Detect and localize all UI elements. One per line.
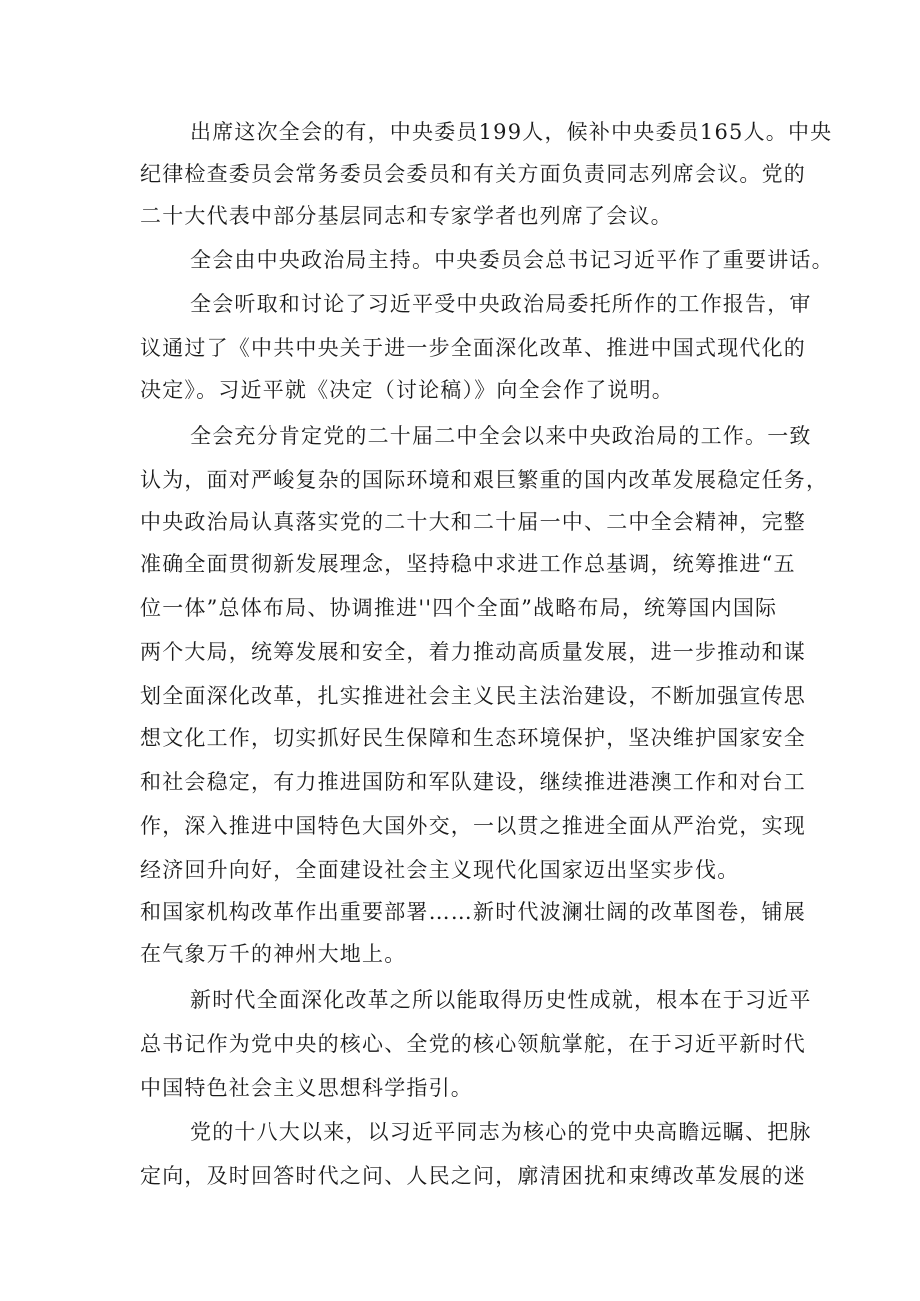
text-line: 划全面深化改革，扎实推进社会主义民主法治建设，不断加强宣传思	[140, 684, 806, 708]
text-line: 位一体”总体布局、协调推进''四个全面”战略布局，统筹国内国际	[140, 596, 778, 620]
text-line: 决定》。习近平就《决定（讨论稿）》向全会作了说明。	[140, 378, 674, 402]
text-line: 议通过了《中共中央关于进一步全面深化改革、推进中国式现代化的	[140, 336, 806, 360]
text-line: 全会由中央政治局主持。中央委员会总书记习近平作了重要讲话。	[190, 248, 834, 272]
text-line: 作，深入推进中国特色大国外交，一以贯之推进全面从严治党，实现	[140, 814, 806, 838]
text-line: 定向，及时回答时代之问、人民之问，廓清困扰和束缚改革发展的迷	[140, 1164, 806, 1188]
text-line: 认为，面对严峻复杂的国际环境和艰巨繁重的国内改革发展稳定任务，	[140, 468, 829, 492]
text-line: 中国特色社会主义思想科学指引。	[140, 1076, 473, 1100]
text-line: 二十大代表中部分基层同志和专家学者也列席了会议。	[140, 204, 673, 228]
text-line: 两个大局，统筹发展和安全，着力推动高质量发展，进一步推动和谋	[140, 640, 806, 664]
text-line: 在气象万千的神州大地上。	[140, 942, 407, 966]
text-line: 和国家机构改革作出重要部署……新时代波澜壮阔的改革图卷，铺展	[140, 900, 806, 924]
text-line: 全会充分肯定党的二十届二中全会以来中央政治局的工作。一致	[190, 424, 812, 448]
text-line: 全会听取和讨论了习近平受中央政治局委托所作的工作报告，审	[190, 292, 812, 316]
text-line: 总书记作为党中央的核心、全党的核心领航掌舵，在于习近平新时代	[140, 1032, 806, 1056]
text-line: 经济回升向好，全面建设社会主义现代化国家迈出坚实步伐。	[140, 858, 740, 882]
text-line: 党的十八大以来，以习近平同志为核心的党中央高瞻远瞩、把脉	[190, 1120, 812, 1144]
text-line: 纪律检查委员会常务委员会委员和有关方面负责同志列席会议。党的	[140, 162, 806, 186]
text-line: 和社会稳定，有力推进国防和军队建设，继续推进港澳工作和对台工	[140, 770, 806, 794]
text-line: 中央政治局认真落实党的二十大和二十届一中、二中全会精神，完整	[140, 510, 806, 534]
text-line: 准确全面贯彻新发展理念，坚持稳中求进工作总基调，统筹推进“五	[140, 552, 796, 576]
text-line: 出席这次全会的有，中央委员199人，候补中央委员165人。中央	[190, 120, 833, 144]
text-line: 新时代全面深化改革之所以能取得历史性成就，根本在于习近平	[190, 988, 812, 1012]
text-line: 想文化工作，切实抓好民生保障和生态环境保护，坚决维护国家安全	[140, 726, 806, 750]
